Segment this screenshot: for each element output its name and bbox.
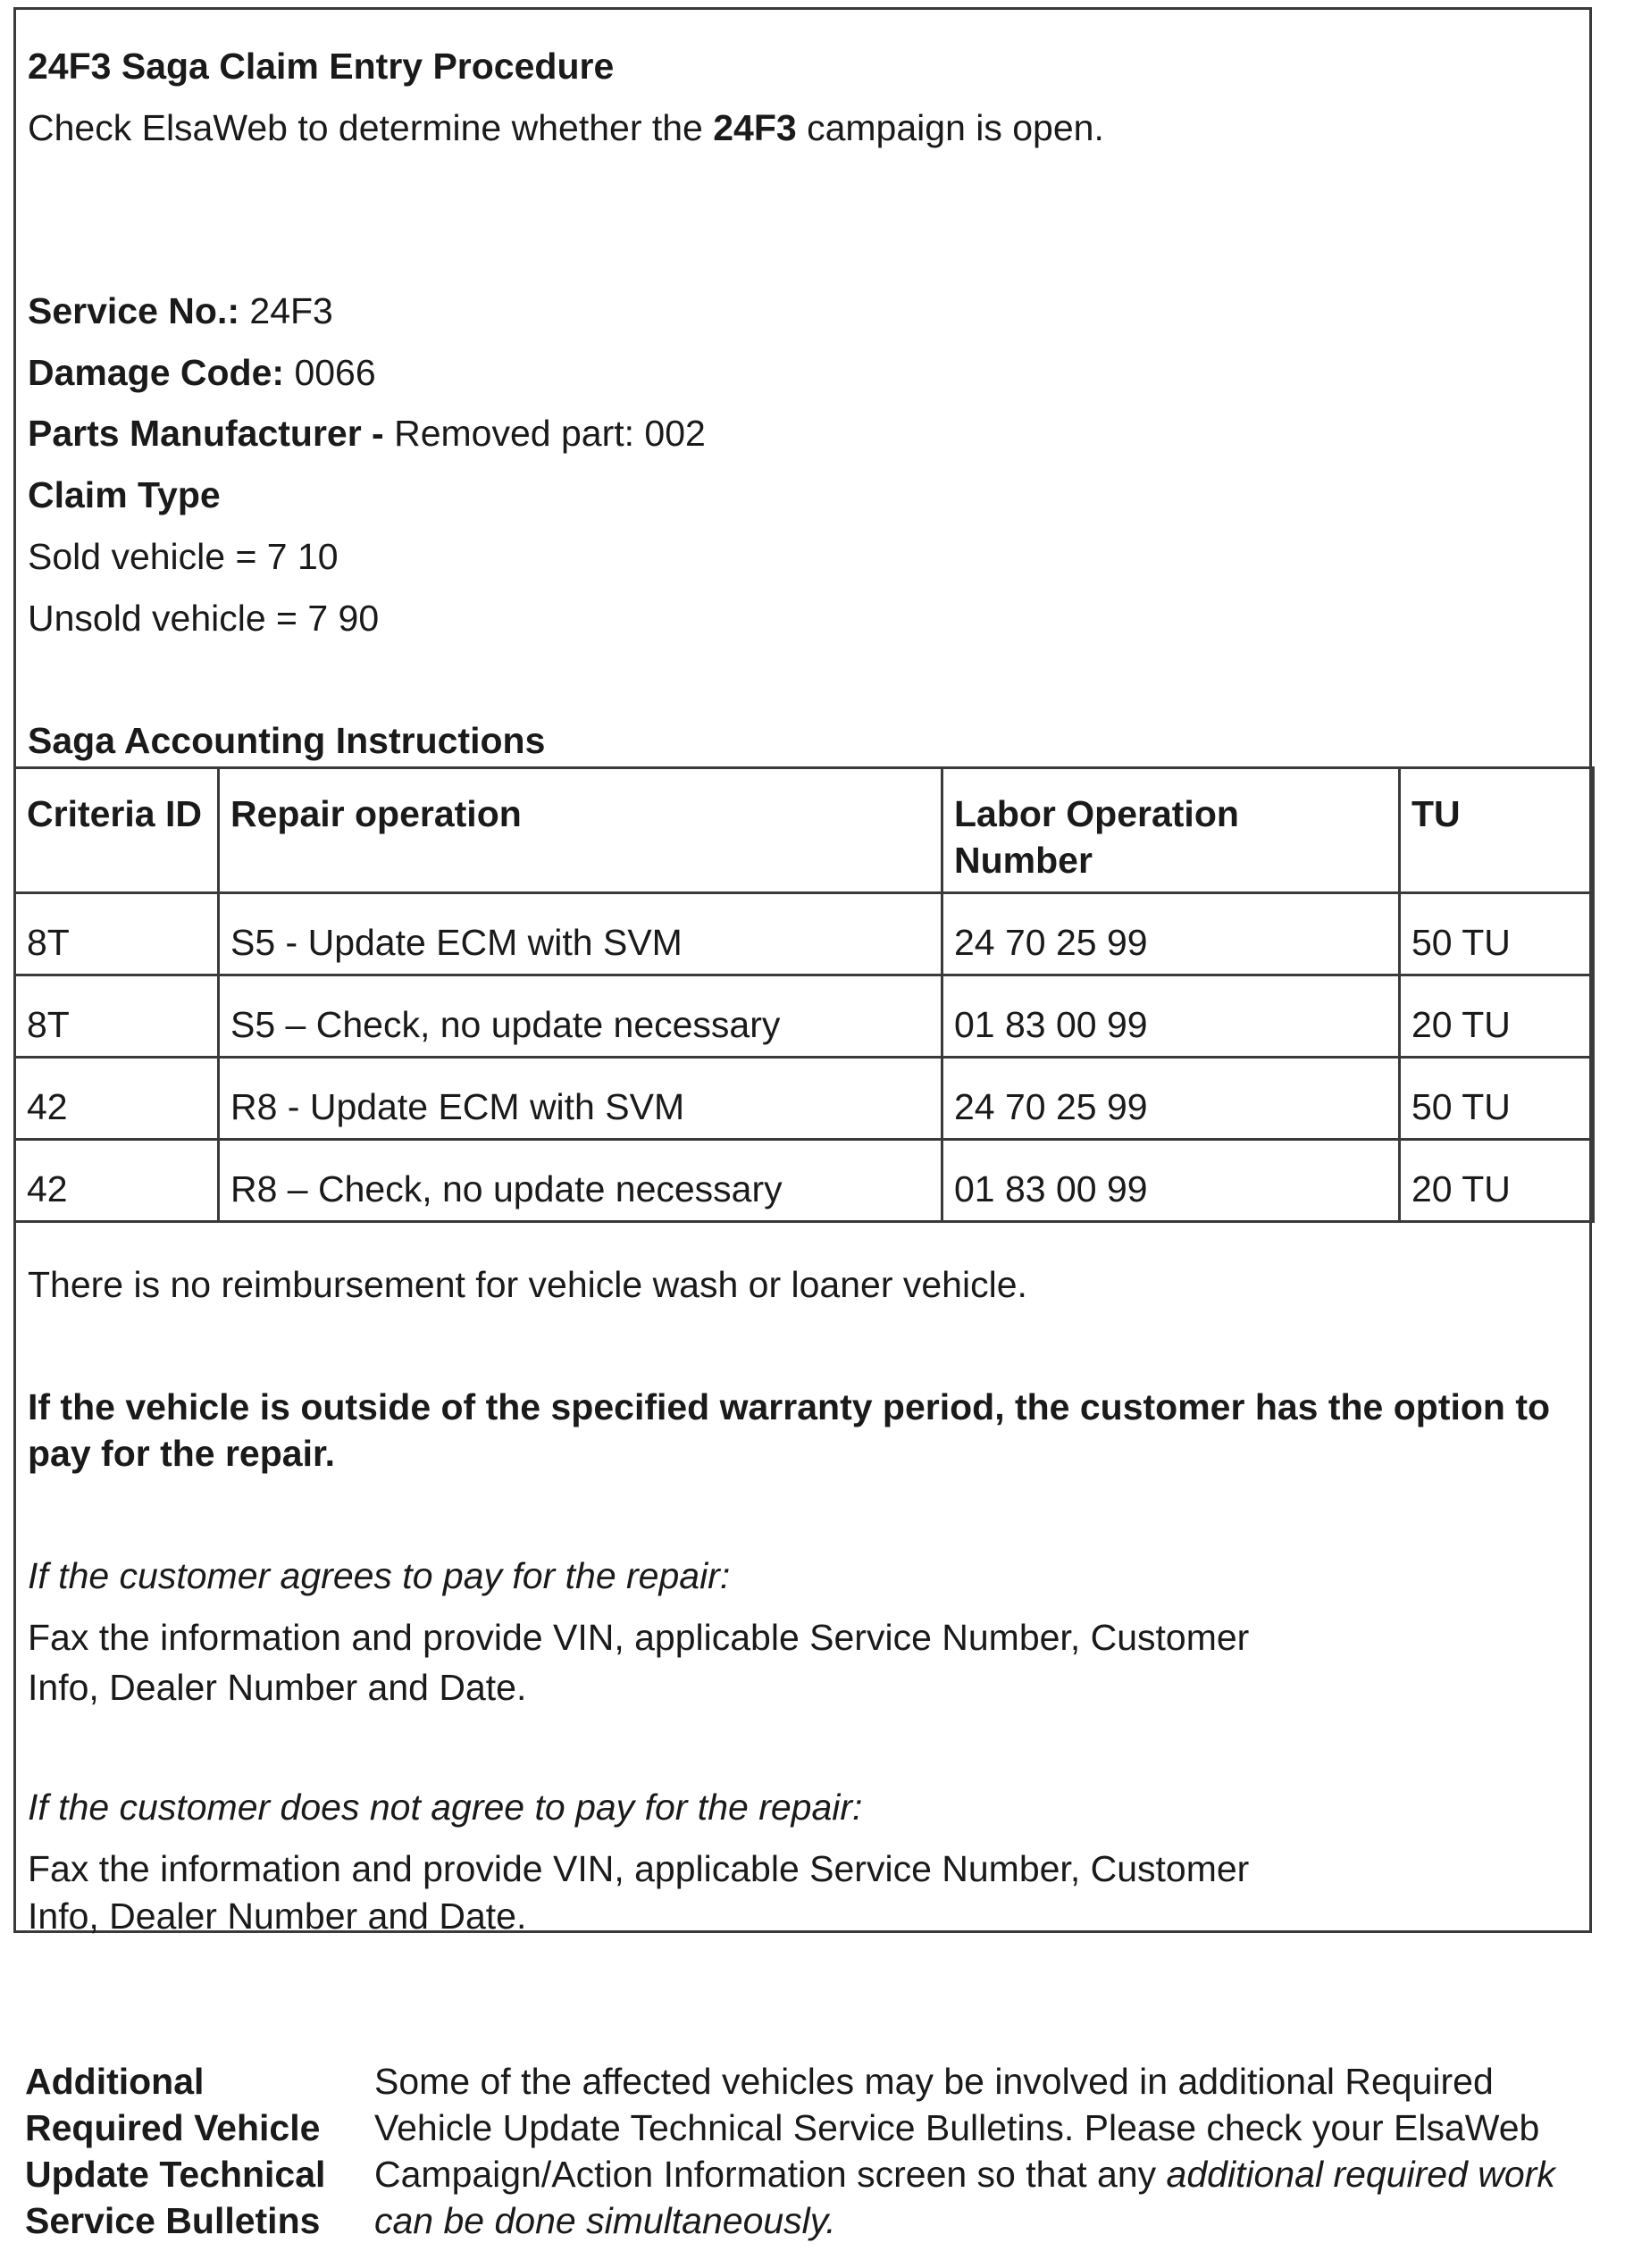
cell-tu: 20 TU: [1400, 1140, 1594, 1222]
cell-tu: 50 TU: [1400, 893, 1594, 975]
agrees-instruction-line1: Fax the information and provide VIN, applicable Service Number, Customer: [28, 1617, 1250, 1658]
cell-repair-operation: R8 - Update ECM with SVM: [219, 1058, 942, 1140]
claim-type-label: Claim Type: [28, 474, 221, 515]
unsold-vehicle-code: Unsold vehicle = 7 90: [28, 598, 380, 639]
cell-tu: 20 TU: [1400, 975, 1594, 1058]
additional-bulletins-description: Some of the affected vehicles may be involved in additional Required Vehicle Update Technical Service Bulletins. Please check your ElsaWeb Campaign/Action Information screen so that any additional required work can be done simultaneously.: [374, 2061, 1555, 2241]
cell-repair-operation: S5 - Update ECM with SVM: [219, 893, 942, 975]
disagrees-instruction-line2: Info, Dealer Number and Date.: [28, 1896, 527, 1937]
cell-criteria-id: 42: [15, 1058, 219, 1140]
procedure-title: 24F3 Saga Claim Entry Procedure: [28, 46, 615, 87]
cell-labor-operation-number: 01 83 00 99: [942, 975, 1400, 1058]
cell-criteria-id: 8T: [15, 893, 219, 975]
table-header-row: [15, 768, 1594, 893]
table-row: [15, 975, 1594, 1058]
table-row: [15, 1140, 1594, 1222]
cell-labor-operation-number: 24 70 25 99: [942, 1058, 1400, 1140]
header-labor-operation-number: Labor Operation Number: [942, 768, 1400, 893]
service-number: Service No.: 24F3: [28, 290, 333, 331]
cell-criteria-id: 42: [15, 1140, 219, 1222]
parts-manufacturer: Parts Manufacturer - Removed part: 002: [28, 413, 706, 454]
sold-vehicle-code: Sold vehicle = 7 10: [28, 536, 339, 577]
damage-code: Damage Code: 0066: [28, 352, 376, 393]
table-row: [15, 1058, 1594, 1140]
additional-bulletins-label: Additional Required Vehicle Update Technical Service Bulletins: [25, 2061, 326, 2241]
agrees-instruction-line2: Info, Dealer Number and Date.: [28, 1667, 527, 1708]
table-row: [15, 893, 1594, 975]
header-criteria-id: Criteria ID: [15, 768, 219, 893]
header-repair-operation: Repair operation: [219, 768, 942, 893]
warranty-note-line1: If the vehicle is outside of the specified warranty period, the customer has the option to: [28, 1386, 1551, 1427]
agrees-heading: If the customer agrees to pay for the repair:: [28, 1555, 731, 1596]
warranty-note-line2: pay for the repair.: [28, 1433, 336, 1474]
cell-tu: 50 TU: [1400, 1058, 1594, 1140]
campaign-check-text: Check ElsaWeb to determine whether the 24F3 campaign is open.: [28, 107, 1104, 148]
accounting-table: [13, 766, 1595, 1223]
disagrees-heading: If the customer does not agree to pay for the repair:: [28, 1787, 863, 1828]
disagrees-instruction-line1: Fax the information and provide VIN, applicable Service Number, Customer: [28, 1848, 1250, 1889]
cell-repair-operation: R8 – Check, no update necessary: [219, 1140, 942, 1222]
header-tu: TU: [1400, 768, 1594, 893]
cell-labor-operation-number: 24 70 25 99: [942, 893, 1400, 975]
no-reimbursement-note: There is no reimbursement for vehicle wash or loaner vehicle.: [28, 1264, 1027, 1305]
accounting-heading: Saga Accounting Instructions: [28, 720, 546, 761]
procedure-box: [13, 7, 1592, 1937]
cell-labor-operation-number: 01 83 00 99: [942, 1140, 1400, 1222]
cell-repair-operation: S5 – Check, no update necessary: [219, 975, 942, 1058]
cell-criteria-id: 8T: [15, 975, 219, 1058]
